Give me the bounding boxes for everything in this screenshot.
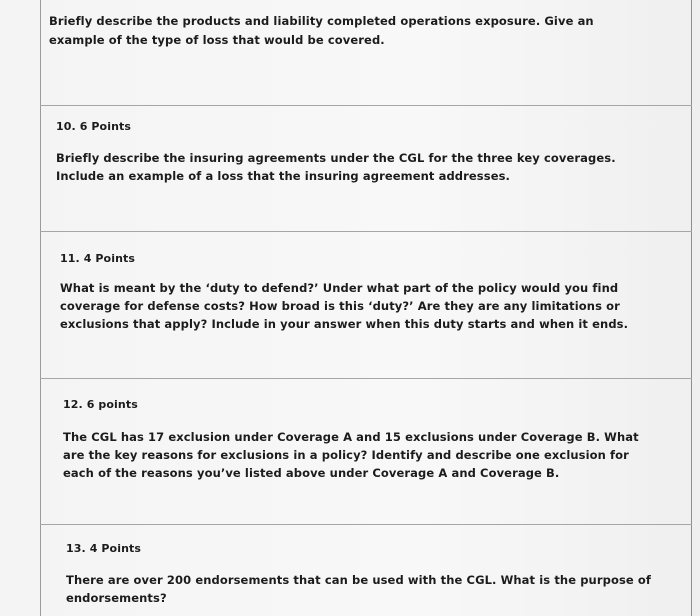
question-13-line-1: There are over 200 endorsements that can be used with the CGL. What is the purpose of (66, 573, 651, 587)
question-11-label: 11. 4 Points (60, 252, 136, 265)
divider (40, 524, 692, 525)
question-11-line-3: exclusions that apply? Include in your answer when this duty starts and when it ends. (60, 317, 629, 331)
question-12-line-1: The CGL has 17 exclusion under Coverage A and 15 exclusions under Coverage B. What (63, 430, 639, 444)
divider (40, 378, 692, 379)
question-10-line-2: Include an example of a loss that the insuring agreement addresses. (56, 169, 511, 183)
intro-line-1: Briefly describe the products and liability completed operations exposure. Give an (49, 14, 594, 28)
question-10-line-1: Briefly describe the insuring agreements under the CGL for the three key coverages. (56, 151, 616, 165)
question-13-label: 13. 4 Points (66, 542, 142, 555)
question-11-line-1: What is meant by the ‘duty to defend?’ Under what part of the policy would you find (60, 281, 619, 295)
question-10-label: 10. 6 Points (56, 120, 132, 133)
question-12-label: 12. 6 points (63, 398, 138, 411)
question-12-line-3: each of the reasons you’ve listed above under Coverage A and Coverage B. (63, 466, 560, 480)
question-12-line-2: are the key reasons for exclusions in a policy? Identify and describe one exclusion for (63, 448, 629, 462)
question-11-line-2: coverage for defense costs? How broad is this ‘duty?’ Are they are any limitations or (60, 299, 620, 313)
divider (40, 231, 692, 232)
divider (40, 105, 692, 106)
question-13-line-2: endorsements? (66, 591, 167, 605)
intro-line-2: example of the type of loss that would be covered. (49, 33, 385, 47)
